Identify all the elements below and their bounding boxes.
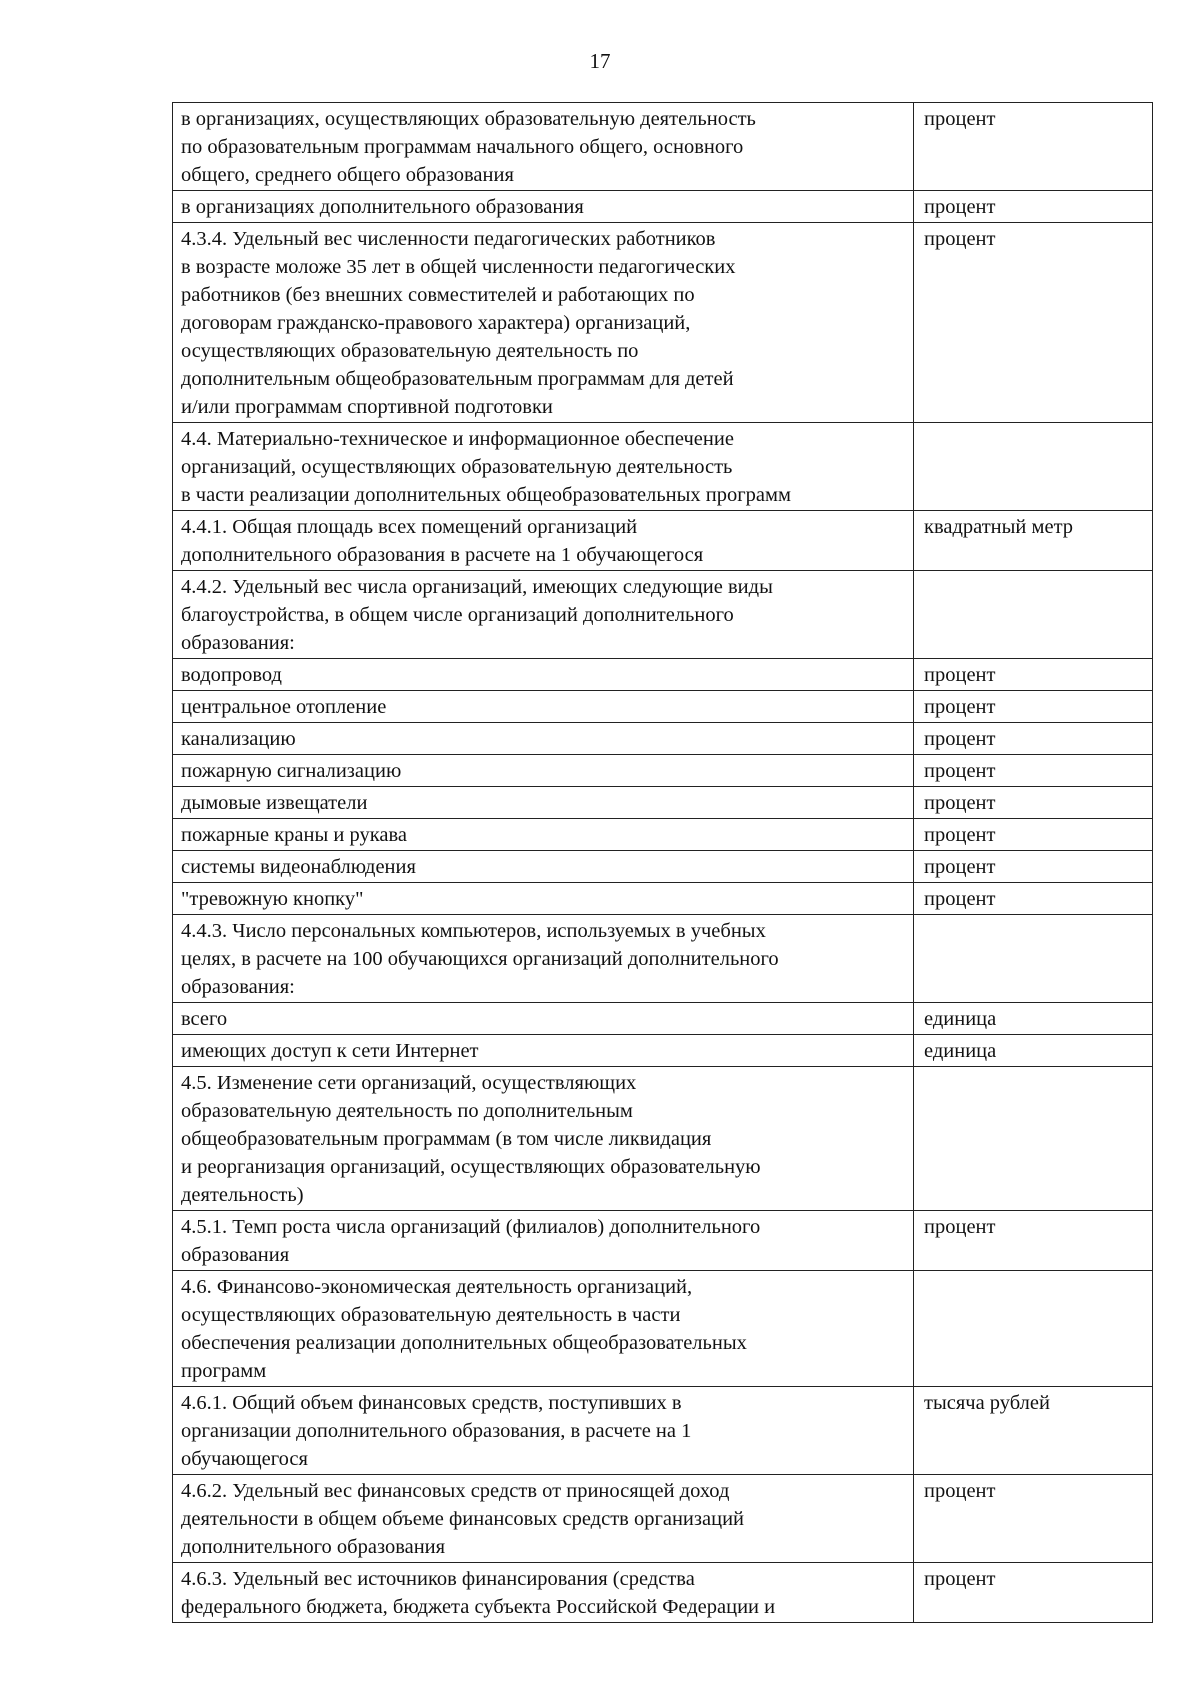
indicator-name-cell: 4.4.3. Число персональных компьютеров, используемых в учебных целях, в расчете на 100 обучающихся организаций дополнительного образования: [173, 915, 914, 1003]
unit-cell: процент [914, 103, 1153, 191]
table-row [173, 1003, 1153, 1035]
indicator-name-cell: 4.5.1. Темп роста числа организаций (филиалов) дополнительного образования [173, 1211, 914, 1271]
table-row [173, 1067, 1153, 1211]
page-number: 17 [589, 49, 611, 73]
indicator-name-cell: канализацию [173, 723, 914, 755]
table-row [173, 819, 1153, 851]
unit-cell [914, 915, 1153, 1003]
unit-cell: тысяча рублей [914, 1387, 1153, 1475]
unit-cell: процент [914, 1563, 1153, 1623]
indicator-name-cell: 4.3.4. Удельный вес численности педагогических работников в возрасте моложе 35 лет в общей численности педагогических работников (без внешних совместителей и работающих по договорам гражданско-правового характера) организаций, осуществляющих образовательную деятельность по дополнительным общеобразовательным программам для детей и/или программам спортивной подготовки [173, 223, 914, 423]
table-row [173, 755, 1153, 787]
indicator-name-cell: 4.6. Финансово-экономическая деятельность организаций, осуществляющих образовательную деятельность в части обеспечения реализации дополнительных общеобразовательных программ [173, 1271, 914, 1387]
indicator-name-cell: 4.5. Изменение сети организаций, осуществляющих образовательную деятельность по дополнительным общеобразовательным программам (в том числе ликвидация и реорганизация организаций, осуществляющих образовательную деятельность) [173, 1067, 914, 1211]
table-row [173, 915, 1153, 1003]
table-row [173, 103, 1153, 191]
unit-cell: единица [914, 1003, 1153, 1035]
indicator-name-cell: системы видеонаблюдения [173, 851, 914, 883]
table-row [173, 571, 1153, 659]
indicator-name-cell: всего [173, 1003, 914, 1035]
unit-cell [914, 1067, 1153, 1211]
unit-cell: процент [914, 723, 1153, 755]
indicator-name-cell: в организациях, осуществляющих образовательную деятельность по образовательным программам начального общего, основного общего, среднего общего образования [173, 103, 914, 191]
indicator-name-cell: имеющих доступ к сети Интернет [173, 1035, 914, 1067]
indicator-name-cell: водопровод [173, 659, 914, 691]
unit-cell: процент [914, 191, 1153, 223]
indicator-name-cell: "тревожную кнопку" [173, 883, 914, 915]
unit-cell: процент [914, 1211, 1153, 1271]
table-row [173, 659, 1153, 691]
unit-cell [914, 571, 1153, 659]
indicator-name-cell: центральное отопление [173, 691, 914, 723]
table-row [173, 787, 1153, 819]
table-row [173, 423, 1153, 511]
table-row [173, 691, 1153, 723]
indicator-name-cell: пожарные краны и рукава [173, 819, 914, 851]
table-row [173, 1271, 1153, 1387]
indicator-name-cell: 4.6.2. Удельный вес финансовых средств от приносящей доход деятельности в общем объеме финансовых средств организаций дополнительного образования [173, 1475, 914, 1563]
indicator-name-cell: пожарную сигнализацию [173, 755, 914, 787]
indicator-name-cell: 4.4.1. Общая площадь всех помещений организаций дополнительного образования в расчете на 1 обучающегося [173, 511, 914, 571]
table-row [173, 1563, 1153, 1623]
unit-cell: единица [914, 1035, 1153, 1067]
indicator-name-cell: 4.6.1. Общий объем финансовых средств, поступивших в организации дополнительного образования, в расчете на 1 обучающегося [173, 1387, 914, 1475]
indicators-table [172, 102, 1153, 1623]
table-row [173, 883, 1153, 915]
unit-cell: процент [914, 691, 1153, 723]
unit-cell: процент [914, 851, 1153, 883]
table-row [173, 1035, 1153, 1067]
indicator-name-cell: дымовые извещатели [173, 787, 914, 819]
table-row [173, 191, 1153, 223]
unit-cell: процент [914, 819, 1153, 851]
unit-cell: процент [914, 883, 1153, 915]
unit-cell [914, 1271, 1153, 1387]
unit-cell: процент [914, 755, 1153, 787]
indicator-name-cell: в организациях дополнительного образования [173, 191, 914, 223]
unit-cell: процент [914, 1475, 1153, 1563]
unit-cell [914, 423, 1153, 511]
table-row [173, 511, 1153, 571]
indicator-name-cell: 4.4. Материально-техническое и информационное обеспечение организаций, осуществляющих образовательную деятельность в части реализации дополнительных общеобразовательных программ [173, 423, 914, 511]
table-row [173, 223, 1153, 423]
table-row [173, 723, 1153, 755]
indicator-name-cell: 4.6.3. Удельный вес источников финансирования (средства федерального бюджета, бюджета субъекта Российской Федерации и [173, 1563, 914, 1623]
unit-cell: квадратный метр [914, 511, 1153, 571]
unit-cell: процент [914, 223, 1153, 423]
indicators-table-body [173, 103, 1153, 1623]
unit-cell: процент [914, 787, 1153, 819]
table-row [173, 1387, 1153, 1475]
indicator-name-cell: 4.4.2. Удельный вес числа организаций, имеющих следующие виды благоустройства, в общем числе организаций дополнительного образования: [173, 571, 914, 659]
table-row [173, 1475, 1153, 1563]
unit-cell: процент [914, 659, 1153, 691]
table-row [173, 851, 1153, 883]
table-row [173, 1211, 1153, 1271]
